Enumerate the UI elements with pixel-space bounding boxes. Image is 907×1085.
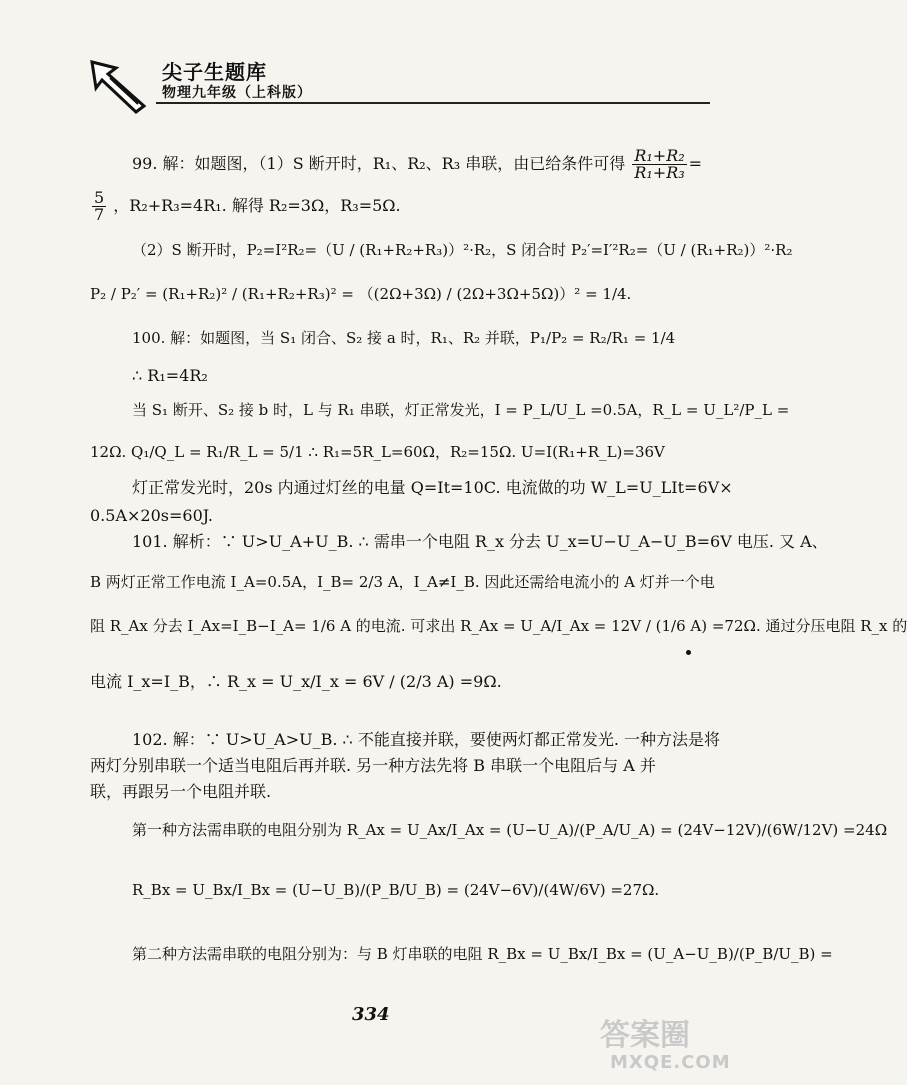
- text-line-102c: 联，再跟另一个电阻并联.: [90, 782, 272, 801]
- print-speck: [686, 650, 691, 655]
- text-line-99c: （2）S 断开时，P₂=I²R₂=（U / (R₁+R₂+R₃)）²·R₂，S 闭合时 P₂′=I′²R₂=（U / (R₁+R₂)）²·R₂: [132, 241, 793, 259]
- book-title: 尖子生题库: [162, 60, 267, 84]
- text-line-99d: P₂ / P₂′ = (R₁+R₂)² / (R₁+R₂+R₃)² = （(2Ω+3Ω) / (2Ω+3Ω+5Ω)）² = 1/4.: [90, 285, 632, 303]
- text-line-101d: 电流 I_x=I_B，∴ R_x = U_x/I_x = 6V / (2/3 A) =9Ω.: [90, 672, 502, 691]
- header: [90, 50, 710, 110]
- book-subtitle: 物理九年级（上科版）: [162, 85, 312, 101]
- text-line-100f: 0.5A×20s=60J.: [90, 506, 213, 525]
- text-line-102a: 102. 解：∵ U>U_A>U_B. ∴ 不能直接并联，要使两灯都正常发光. 一种方法是将: [132, 730, 720, 749]
- frac-num: 5: [94, 188, 105, 207]
- fraction-99a: [632, 148, 686, 181]
- text-99a: 99. 解：如题图，（1）S 断开时，R₁、R₂、R₃ 串联，由已给条件可得: [132, 154, 626, 173]
- text-line-99b: [90, 190, 401, 223]
- text-line-100d: 12Ω. Q₁/Q_L = R₁/R_L = 5/1 ∴ R₁=5R_L=60Ω，R₂=15Ω. U=I(R₁+R_L)=36V: [90, 443, 665, 461]
- watermark-logo: 答案圈: [600, 1018, 690, 1053]
- watermark-url: MXQE.COM: [610, 1052, 731, 1073]
- header-rule: [156, 102, 710, 104]
- text-line-102f: 第二种方法需串联的电阻分别为：与 B 灯串联的电阻 R_Bx = U_Bx/I_Bx = (U_A−U_B)/(P_B/U_B) =: [132, 945, 833, 963]
- fraction-99b: [92, 190, 106, 223]
- text-line-101c: 阻 R_Ax 分去 I_Ax=I_B−I_A= 1/6 A 的电流. 可求出 R_Ax = U_A/I_Ax = 12V / (1/6 A) =72Ω. 通过分压电阻 R_x 的: [90, 617, 907, 635]
- text-line-100c: 当 S₁ 断开、S₂ 接 b 时，L 与 R₁ 串联，灯正常发光，I = P_L/U_L =0.5A，R_L = U_L²/P_L =: [132, 401, 790, 419]
- page-number: 334: [352, 1004, 390, 1025]
- text-line-99a: 99. 解：如题图，（1）S 断开时，R₁、R₂、R₃ 串联，由已给条件可得 $\frac{\text{R₁+R₂}}{\text{R₁+R₃}}$ =: [132, 146, 703, 182]
- frac-den: 7: [94, 205, 105, 224]
- text-line-100b: ∴ R₁=4R₂: [132, 366, 208, 385]
- text-99b: ，R₂+R₃=4R₁. 解得 R₂=3Ω，R₃=5Ω.: [113, 196, 401, 215]
- text-line-102e: R_Bx = U_Bx/I_Bx = (U−U_B)/(P_B/U_B) = (24V−6V)/(4W/6V) =27Ω.: [132, 881, 660, 899]
- text-line-100e: 灯正常发光时，20s 内通过灯丝的电量 Q=It=10C. 电流做的功 W_L=U_LIt=6V×: [132, 478, 733, 497]
- arrow-logo-icon: [90, 60, 146, 112]
- text-line-102b: 两灯分别串联一个适当电阻后再并联. 另一种方法先将 B 串联一个电阻后与 A 并: [90, 756, 656, 775]
- text-line-101a: 101. 解析：∵ U>U_A+U_B. ∴ 需串一个电阻 R_x 分去 U_x=U−U_A−U_B=6V 电压. 又 A、: [132, 532, 828, 551]
- text-line-101b: B 两灯正常工作电流 I_A=0.5A，I_B= 2/3 A，I_A≠I_B. 因此还需给电流小的 A 灯并一个电: [90, 573, 715, 591]
- text-line-100a: 100. 解：如题图，当 S₁ 闭合、S₂ 接 a 时，R₁、R₂ 并联，P₁/P₂ = R₂/R₁ = 1/4: [132, 329, 676, 347]
- frac-den: R₁+R₃: [634, 163, 685, 182]
- frac-num: R₁+R₂: [634, 146, 685, 165]
- text-line-102d: 第一种方法需串联的电阻分别为 R_Ax = U_Ax/I_Ax = (U−U_A)/(P_A/U_A) = (24V−12V)/(6W/12V) =24Ω: [132, 821, 888, 839]
